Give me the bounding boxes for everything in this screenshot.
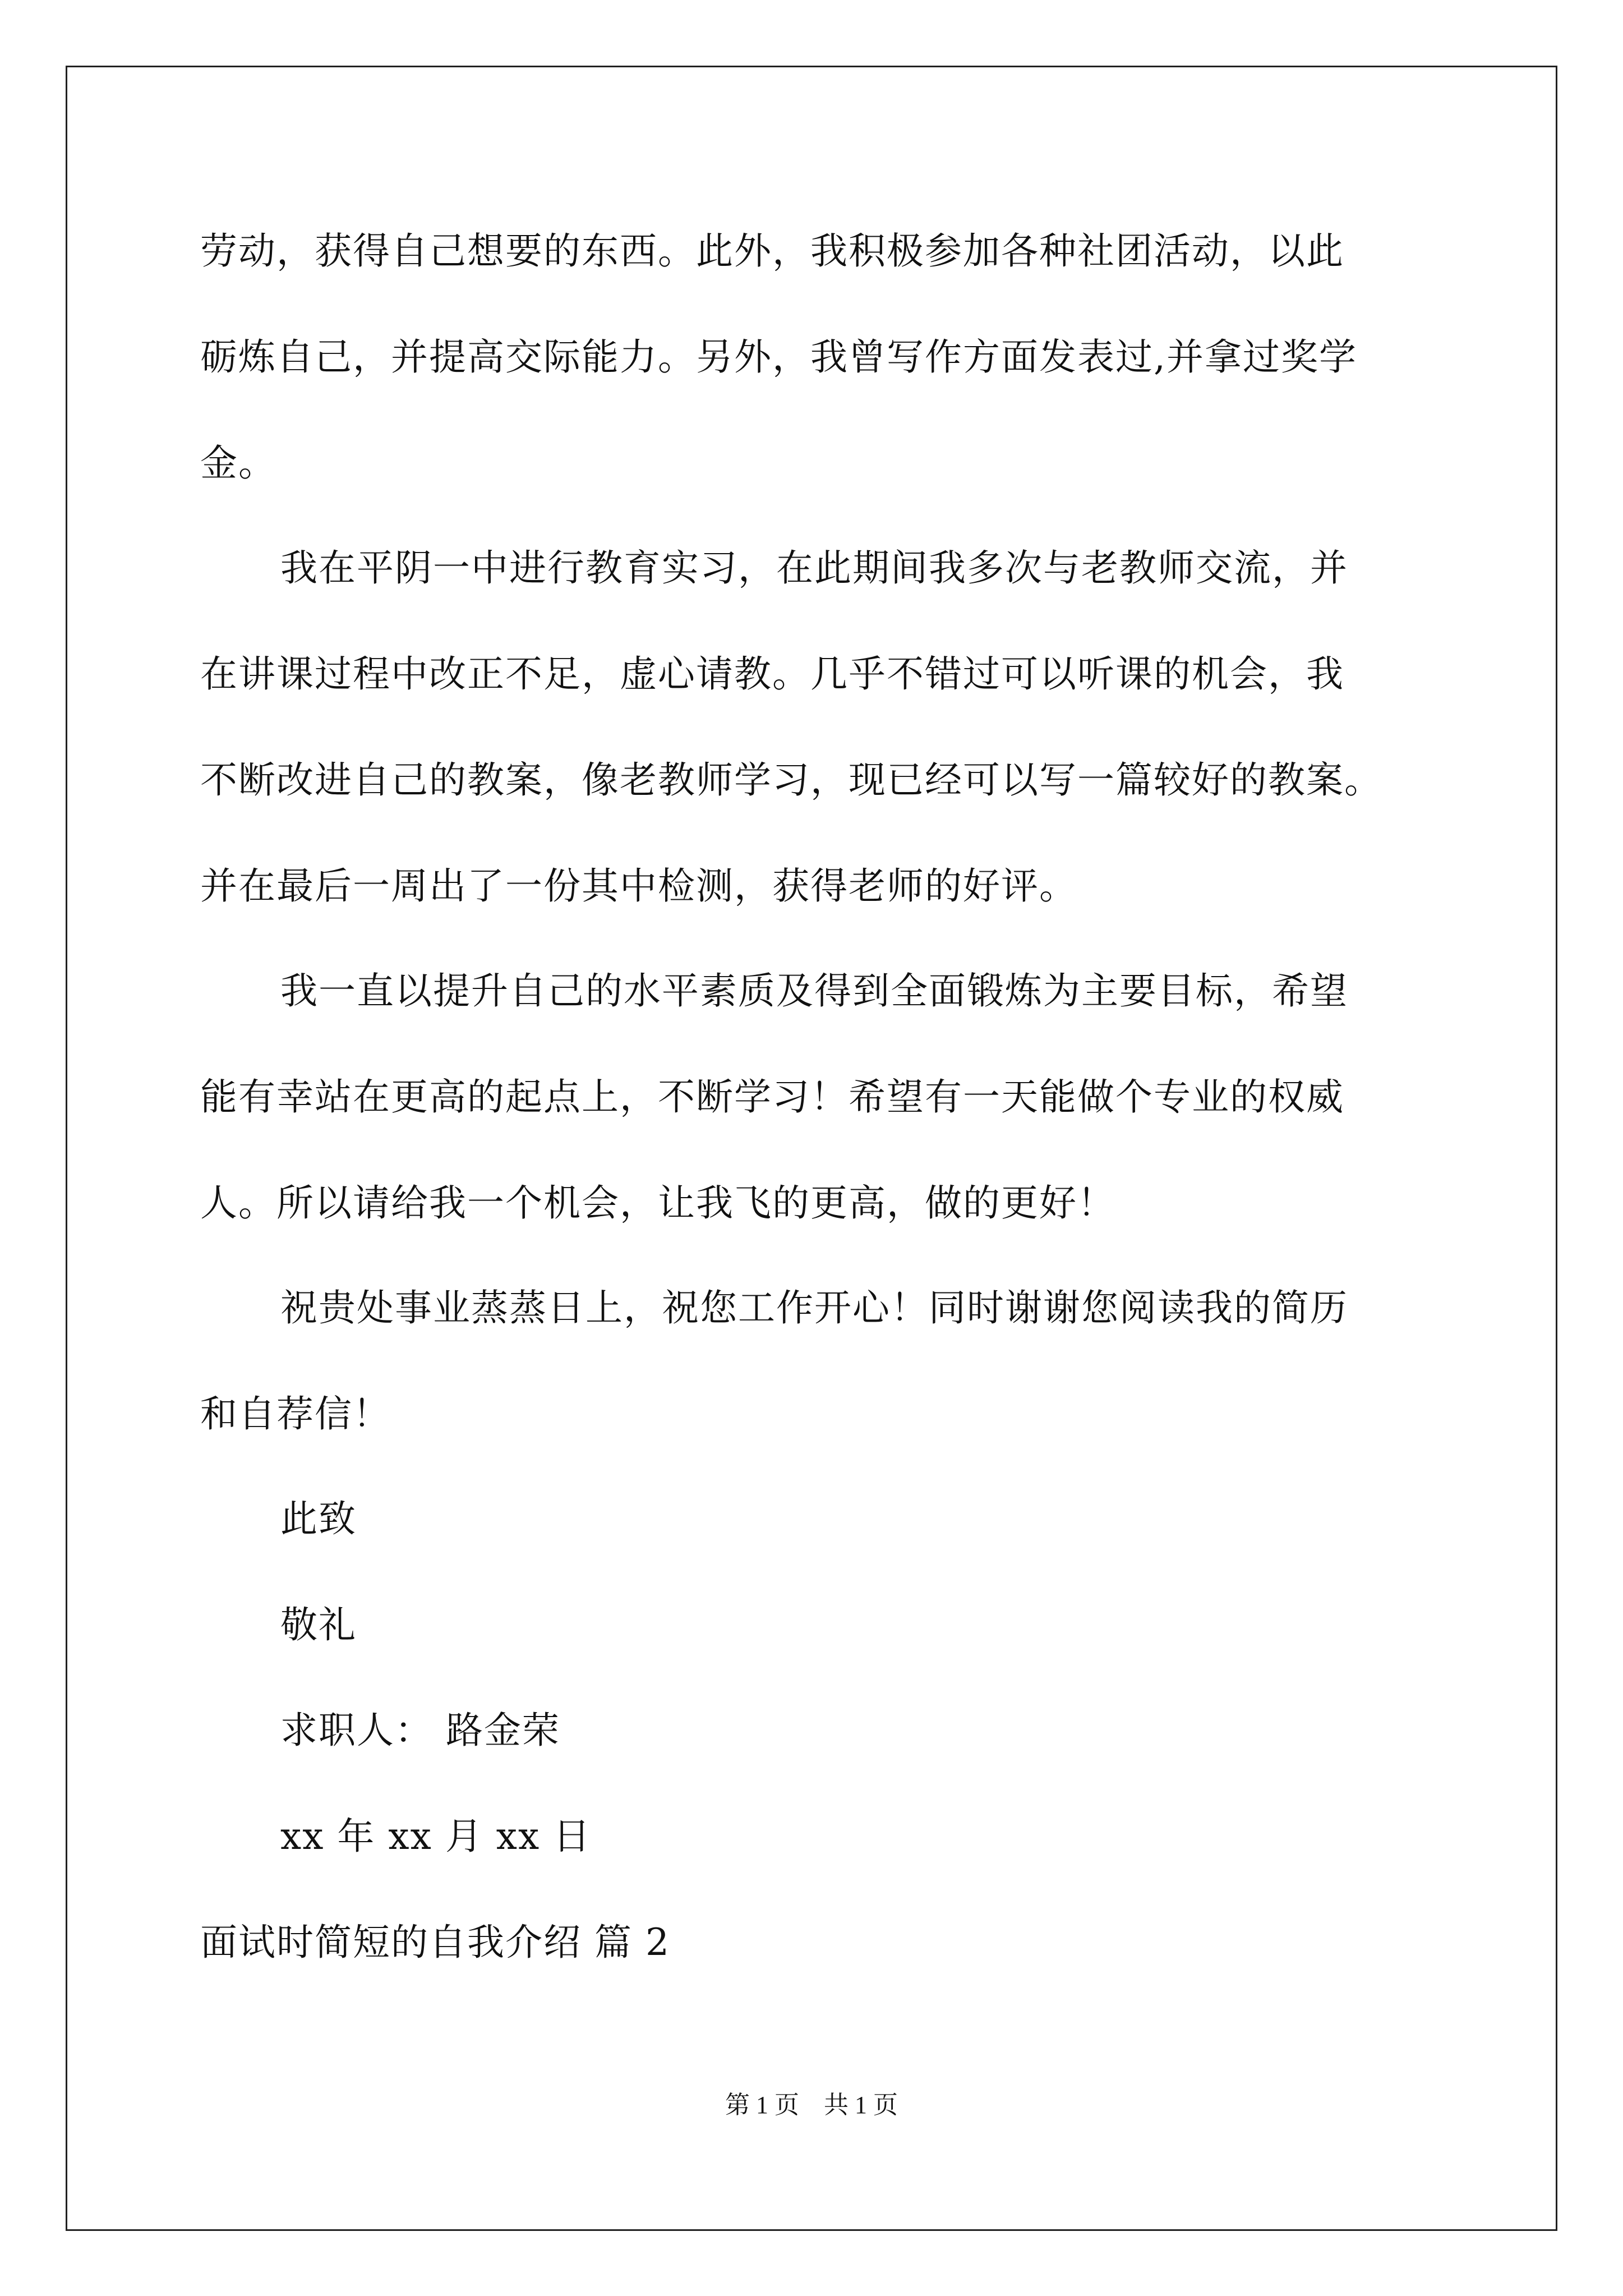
- section-heading: 面试时简短的自我介绍 篇 2: [200, 1921, 670, 1964]
- paragraph-2-line-4: 并在最后一周出了一份其中检测，获得老师的好评。: [200, 864, 1077, 908]
- closing-greeting: 此致: [280, 1497, 357, 1540]
- paragraph-4-line-1: 祝贵处事业蒸蒸日上，祝您工作开心！同时谢谢您阅读我的简历: [280, 1286, 1348, 1329]
- paragraph-2-line-1: 我在平阴一中进行教育实习，在此期间我多次与老教师交流，并: [280, 546, 1348, 590]
- paragraph-1-line-1: 劳动，获得自己想要的东西。此外，我积极参加各种社团活动，以此: [200, 229, 1344, 273]
- signature-line: 求职人： 路金荣: [280, 1709, 560, 1752]
- paragraph-3-line-1: 我一直以提升自己的水平素质及得到全面锻炼为主要目标，希望: [280, 969, 1348, 1013]
- paragraph-2-line-3: 不断改进自己的教案，像老教师学习，现已经可以写一篇较好的教案。: [200, 758, 1382, 802]
- paragraph-1-line-3: 金。: [200, 441, 276, 485]
- closing-salute: 敬礼: [280, 1603, 357, 1646]
- page-footer: 第 1 页 共 1 页: [725, 2091, 898, 2119]
- paragraph-1-line-2: 砺炼自己，并提高交际能力。另外，我曾写作方面发表过,并拿过奖学: [200, 335, 1357, 379]
- date-line: xx 年 xx 月 xx 日: [280, 1815, 592, 1858]
- paragraph-3-line-2: 能有幸站在更高的起点上，不断学习！希望有一天能做个专业的权威: [200, 1075, 1344, 1119]
- paragraph-2-line-2: 在讲课过程中改正不足，虚心请教。几乎不错过可以听课的机会，我: [200, 652, 1344, 696]
- paragraph-4-line-2: 和自荐信！: [200, 1392, 391, 1435]
- paragraph-3-line-3: 人。所以请给我一个机会，让我飞的更高，做的更好！: [200, 1181, 1115, 1225]
- page-border: [66, 66, 1557, 2231]
